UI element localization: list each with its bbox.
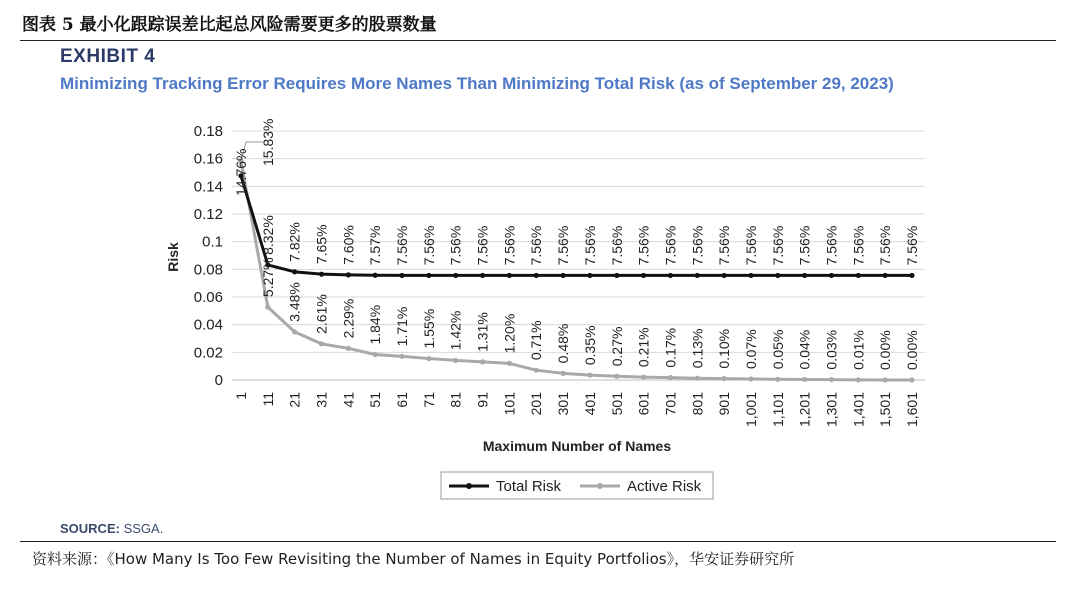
active-risk-data-label: 0.05% (769, 329, 786, 370)
x-tick-label: 1,601 (904, 392, 920, 428)
active-risk-data-label: 0.00% (877, 330, 894, 370)
active-risk-data-label: 1.84% (367, 304, 384, 345)
total-risk-point (614, 273, 619, 278)
figure-title: 图表 5 最小化跟踪误差比起总风险需要更多的股票数量 (22, 15, 437, 35)
active-risk-point (695, 376, 700, 381)
legend-total-label: Total Risk (496, 478, 562, 495)
active-risk-data-label: 1.31% (474, 312, 491, 352)
active-risk-point (614, 374, 619, 379)
y-tick-label: 0.02 (193, 344, 223, 362)
y-tick-label: 0.06 (193, 289, 223, 306)
active-risk-point (668, 375, 673, 380)
total-risk-data-label: 7.56% (474, 225, 491, 266)
x-tick-label: 1 (233, 392, 249, 400)
total-risk-data-label: 8.32% (259, 215, 276, 255)
total-risk-point (346, 272, 351, 277)
total-risk-data-label: 7.56% (904, 225, 920, 266)
total-risk-data-label: 7.56% (528, 225, 545, 266)
active-risk-data-label: 1.71% (394, 306, 411, 347)
total-risk-point (292, 269, 297, 274)
x-tick-label: 1,301 (823, 392, 840, 428)
x-tick-label: 21 (286, 392, 303, 408)
active-risk-point (346, 346, 351, 351)
total-risk-point (319, 272, 324, 277)
total-risk-point (587, 273, 592, 278)
total-risk-data-label: 7.56% (796, 225, 813, 266)
total-risk-data-label: 7.56% (635, 225, 652, 266)
x-tick-label: 801 (689, 392, 706, 416)
total-risk-point (641, 273, 646, 278)
active-risk-data-label: 1.20% (501, 313, 518, 354)
total-risk-data-label: 14.76% (233, 148, 249, 196)
x-tick-label: 1,401 (850, 392, 867, 428)
legend-active-label: Active Risk (627, 478, 702, 495)
total-risk-data-label: 7.56% (769, 225, 786, 266)
source-note (60, 521, 163, 536)
y-tick-label: 0.18 (193, 123, 223, 140)
active-risk-data-label: 1.55% (420, 308, 437, 349)
active-risk-data-label: 3.48% (286, 282, 303, 322)
active-risk-data-label: 0.27% (608, 326, 625, 367)
legend-active-marker (597, 483, 603, 489)
total-risk-point (722, 273, 727, 278)
active-risk-point (373, 352, 378, 357)
active-risk-data-label: 0.07% (742, 329, 759, 370)
x-tick-label: 11 (259, 392, 276, 407)
chart-subtitle: Minimizing Tracking Error Requires More Names Than Minimizing Total Risk (as of September 29, 2023) (60, 74, 894, 93)
total-risk-point (480, 273, 485, 278)
x-tick-label: 81 (447, 392, 464, 408)
x-tick-label: 1,501 (877, 392, 894, 428)
active-risk-point (883, 377, 888, 382)
active-risk-point (292, 329, 297, 334)
total-risk-point (560, 273, 565, 278)
x-tick-label: 101 (501, 392, 518, 416)
active-risk-point (426, 356, 431, 361)
total-risk-point (373, 273, 378, 278)
total-risk-data-label: 7.65% (313, 224, 330, 265)
x-tick-label: 601 (635, 392, 652, 416)
active-risk-point (534, 368, 539, 373)
active-risk-point (641, 374, 646, 379)
active-risk-point (722, 376, 727, 381)
x-tick-label: 91 (474, 392, 491, 408)
total-risk-point (668, 273, 673, 278)
active-risk-point (856, 377, 861, 382)
x-tick-label: 41 (340, 392, 357, 408)
total-risk-point (856, 273, 861, 278)
y-tick-label: 0.04 (193, 316, 223, 334)
active-risk-point (775, 377, 780, 382)
active-risk-data-label: 0.48% (555, 323, 572, 364)
x-tick-label: 1,001 (742, 392, 759, 428)
y-tick-label: 0.16 (193, 150, 223, 168)
y-tick-label: 0.08 (193, 261, 223, 279)
x-tick-label: 201 (528, 392, 545, 416)
x-axis-label: Maximum Number of Names (482, 438, 672, 454)
total-risk-data-label: 7.56% (394, 225, 411, 266)
y-tick-label: 0.14 (193, 178, 223, 196)
total-risk-data-label: 7.60% (340, 225, 357, 265)
active-risk-data-label: 0.01% (850, 330, 867, 370)
active-risk-data-label: 2.61% (313, 294, 330, 334)
total-risk-point (534, 273, 539, 278)
active-risk-point (507, 361, 512, 366)
active-risk-point (453, 358, 458, 363)
source-label: SOURCE: (60, 521, 120, 536)
total-risk-data-label: 7.82% (286, 222, 303, 262)
total-risk-point (883, 273, 888, 278)
total-risk-point (426, 273, 431, 278)
active-risk-data-label: 15.83% (260, 118, 276, 166)
total-risk-point (748, 273, 753, 278)
y-tick-label: 0 (214, 372, 223, 389)
x-tick-label: 301 (555, 392, 572, 416)
total-risk-data-label: 7.57% (367, 225, 384, 266)
total-risk-data-label: 7.56% (608, 225, 625, 266)
x-tick-label: 401 (581, 392, 598, 416)
total-risk-data-label: 7.56% (689, 225, 706, 266)
exhibit-label: EXHIBIT 4 (60, 46, 156, 67)
total-risk-data-label: 7.56% (850, 225, 867, 266)
x-tick-label: 31 (313, 392, 330, 408)
active-risk-data-label: 0.21% (635, 327, 652, 368)
total-risk-data-label: 7.56% (420, 225, 437, 266)
total-risk-point (453, 273, 458, 278)
active-risk-data-label: 0.13% (689, 328, 706, 369)
total-risk-point (507, 273, 512, 278)
active-risk-point (802, 377, 807, 382)
total-risk-data-label: 7.56% (877, 225, 894, 266)
active-risk-point (319, 341, 324, 346)
total-risk-data-label: 7.56% (447, 225, 464, 266)
y-tick-label: 0.1 (202, 233, 223, 251)
y-axis-label: Risk (165, 242, 181, 272)
total-risk-point (802, 273, 807, 278)
active-risk-point (480, 359, 485, 364)
total-risk-data-label: 7.56% (742, 225, 759, 266)
x-tick-label: 501 (608, 392, 625, 416)
active-risk-data-label: 0.00% (904, 330, 920, 370)
x-tick-label: 901 (716, 392, 733, 416)
active-risk-data-label: 1.42% (447, 310, 464, 351)
x-tick-label: 1,201 (796, 392, 813, 428)
bottom-divider (20, 541, 1056, 542)
active-risk-point (399, 354, 404, 359)
active-risk-data-label: 0.03% (823, 329, 840, 370)
active-risk-data-label: 2.29% (340, 298, 357, 339)
active-risk-data-label: 0.04% (796, 329, 813, 370)
y-tick-label: 0.12 (193, 206, 223, 223)
total-risk-data-label: 7.56% (501, 225, 518, 266)
active-risk-point (560, 371, 565, 376)
total-risk-data-label: 7.56% (555, 225, 572, 266)
x-tick-label: 51 (367, 392, 384, 408)
active-risk-data-label: 5.27% (259, 257, 276, 298)
footnote: 资料来源：《How Many Is Too Few Revisiting the Number of Names in Equity Portfolios》，华安证券研究所 (32, 550, 795, 568)
active-risk-point (829, 377, 834, 382)
total-risk-data-label: 7.56% (716, 225, 733, 266)
active-risk-point (748, 376, 753, 381)
total-risk-data-label: 7.56% (662, 225, 679, 266)
active-risk-data-label: 0.17% (662, 327, 679, 368)
total-risk-point (695, 273, 700, 278)
source-value: SSGA. (123, 521, 164, 536)
total-risk-point (399, 273, 404, 278)
x-tick-label: 61 (394, 392, 411, 408)
x-tick-label: 1,101 (769, 392, 786, 428)
active-risk-data-label: 0.10% (716, 328, 733, 369)
total-risk-point (775, 273, 780, 278)
active-risk-data-label: 0.35% (581, 325, 598, 366)
total-risk-point (829, 273, 834, 278)
active-risk-data-label: 0.71% (528, 320, 545, 361)
x-tick-label: 71 (420, 392, 437, 408)
total-risk-point (909, 273, 914, 278)
active-risk-point (587, 373, 592, 378)
active-risk-point (265, 304, 270, 309)
total-risk-data-label: 7.56% (823, 225, 840, 266)
x-tick-label: 701 (662, 392, 679, 416)
total-risk-data-label: 7.56% (581, 225, 598, 266)
active-risk-point (909, 377, 914, 382)
legend-total-marker (466, 483, 472, 489)
